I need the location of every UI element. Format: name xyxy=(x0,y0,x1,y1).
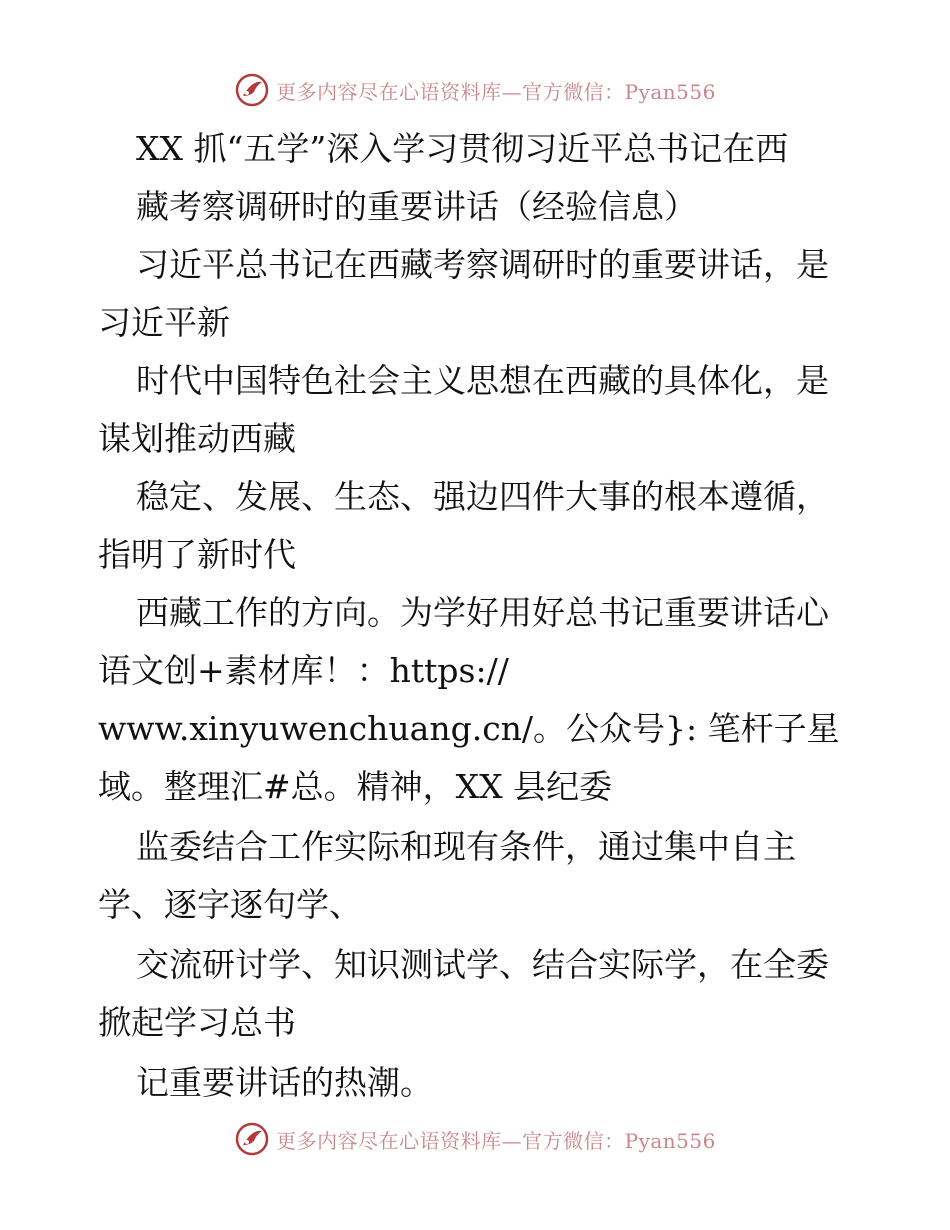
paragraph-line: 交流研讨学、知识测试学、结合实际学，在全委 xyxy=(136,945,829,984)
paragraph-line: 西藏工作的方向。为学好用好总书记重要讲话心 xyxy=(136,593,829,632)
document-title-line-1: XX 抓“五学”深入学习贯彻习近平总书记在西 xyxy=(136,129,789,168)
paragraph-line: 域。整理汇#总。精神，XX 县纪委 xyxy=(98,767,613,806)
paragraph-line: 记重要讲话的热潮。 xyxy=(136,1063,433,1102)
footer-banner xyxy=(0,1117,950,1161)
pen-nib-circle-icon xyxy=(234,1121,270,1157)
document-title-line-2: 藏考察调研时的重要讲话（经验信息） xyxy=(136,187,697,226)
paragraph-line: 习近平总书记在西藏考察调研时的重要讲话，是 xyxy=(136,245,829,284)
paragraph-line-url: www.xinyuwenchuang.cn/。公众号}: 笔杆子星 xyxy=(98,709,840,748)
paragraph-line: 指明了新时代 xyxy=(98,535,296,574)
paragraph-line: 习近平新 xyxy=(98,303,230,342)
paragraph-line: 学、逐字逐句学、 xyxy=(98,885,362,924)
paragraph-line: 掀起学习总书 xyxy=(98,1003,296,1042)
pen-nib-circle-icon xyxy=(234,72,270,108)
header-banner xyxy=(0,68,950,112)
paragraph-line: 语文创+素材库！：https:// xyxy=(98,651,509,690)
footer-banner-text: 更多内容尽在心语资料库—官方微信：Pyan556 xyxy=(276,1128,716,1153)
paragraph-line: 时代中国特色社会主义思想在西藏的具体化，是 xyxy=(136,361,829,400)
paragraph-line: 稳定、发展、生态、强边四件大事的根本遵循， xyxy=(136,477,829,516)
paragraph-line: 谋划推动西藏 xyxy=(98,419,296,458)
header-banner-text: 更多内容尽在心语资料库—官方微信：Pyan556 xyxy=(276,79,716,104)
paragraph-line: 监委结合工作实际和现有条件，通过集中自主 xyxy=(136,827,796,866)
